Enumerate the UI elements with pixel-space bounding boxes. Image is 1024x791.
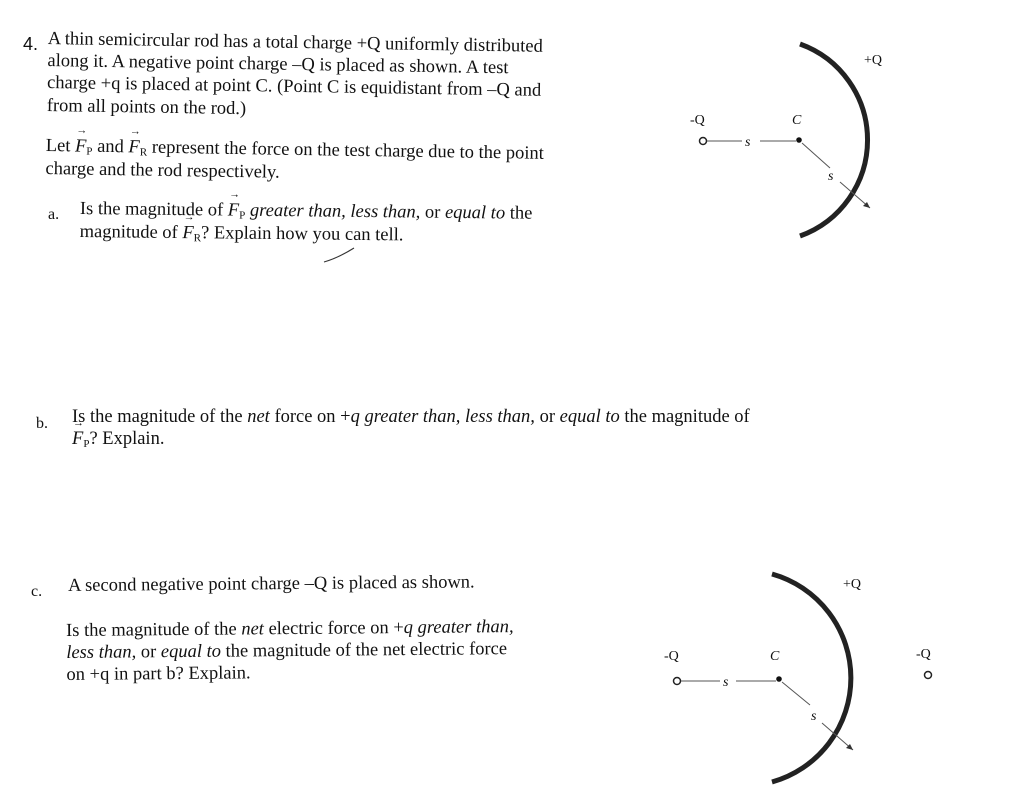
point-c-label: C [792, 113, 802, 128]
part-c-question: Is the magnitude of the net electric force on +q greater than, less than, or equal to the magnitude of the net electric force on +q in part b? Explain. [66, 617, 514, 686]
radius-label-s-2: s [811, 709, 817, 724]
part-b-question: Is the magnitude of the net force on +q greater than, less than, or equal to the magnitude of → $F_P$? Explain. [72, 406, 750, 451]
second-neg-charge-dot [925, 672, 932, 679]
force-rod-symbol: → $F_R$ [128, 136, 147, 159]
force-point-symbol-b: → $F_P$ [72, 428, 89, 451]
second-neg-charge-label: -Q [916, 647, 931, 662]
intro-line-4: from all points on the rod.) [46, 95, 247, 119]
semicircular-rod-2 [772, 574, 851, 782]
part-c-intro: A second negative point charge –Q is placed as shown. [68, 572, 475, 596]
radius-label-s: s [828, 169, 834, 184]
neg-charge-label: -Q [690, 113, 705, 128]
neg-charge-dot [700, 138, 707, 145]
point-c-label-2: C [770, 649, 780, 664]
rod-charge-label: +Q [864, 53, 883, 68]
semicircular-rod [800, 44, 868, 236]
radius-line [802, 143, 830, 168]
part-a-question: Is the magnitude of → $F_P$ greater than, less than, or equal to the magnitude of → $F_R$? Explain how you can tell. [80, 198, 533, 249]
problem-number: 4. [23, 34, 39, 54]
part-c-label: c. [31, 583, 43, 600]
force-point-symbol: → $F_P$ [75, 135, 93, 158]
handwritten-mark [320, 244, 360, 268]
test-charge-point-c [796, 137, 802, 143]
let-statement: Let → $F_P$ and → $F_R$ represent the force on the test charge due to the point charge and the rod respectively. [45, 135, 544, 188]
neg-charge-label-2: -Q [664, 649, 679, 664]
test-charge-point-c-2 [776, 676, 782, 682]
part-a-label: a. [48, 206, 60, 223]
force-point-symbol-a: → $F_P$ [228, 200, 246, 223]
rod-charge-label-2: +Q [843, 577, 862, 592]
force-rod-symbol-a: → $F_R$ [182, 222, 201, 245]
intro-line-1: A thin semicircular rod has a total charge +Q uniformly distributed [47, 28, 544, 57]
diagram-1 [680, 30, 930, 250]
radius-line-2 [782, 682, 810, 705]
distance-label-s: s [745, 135, 751, 150]
part-b-label: b. [36, 415, 48, 432]
distance-label-s-2: s [723, 675, 729, 690]
intro-line-3: charge +q is placed at point C. (Point C is equidistant from –Q and [46, 73, 542, 102]
intro-line-2: along it. A negative point charge –Q is placed as shown. A test [47, 51, 509, 79]
diagram-2 [660, 560, 950, 790]
neg-charge-dot-2 [674, 678, 681, 685]
problem-intro [47, 28, 543, 125]
